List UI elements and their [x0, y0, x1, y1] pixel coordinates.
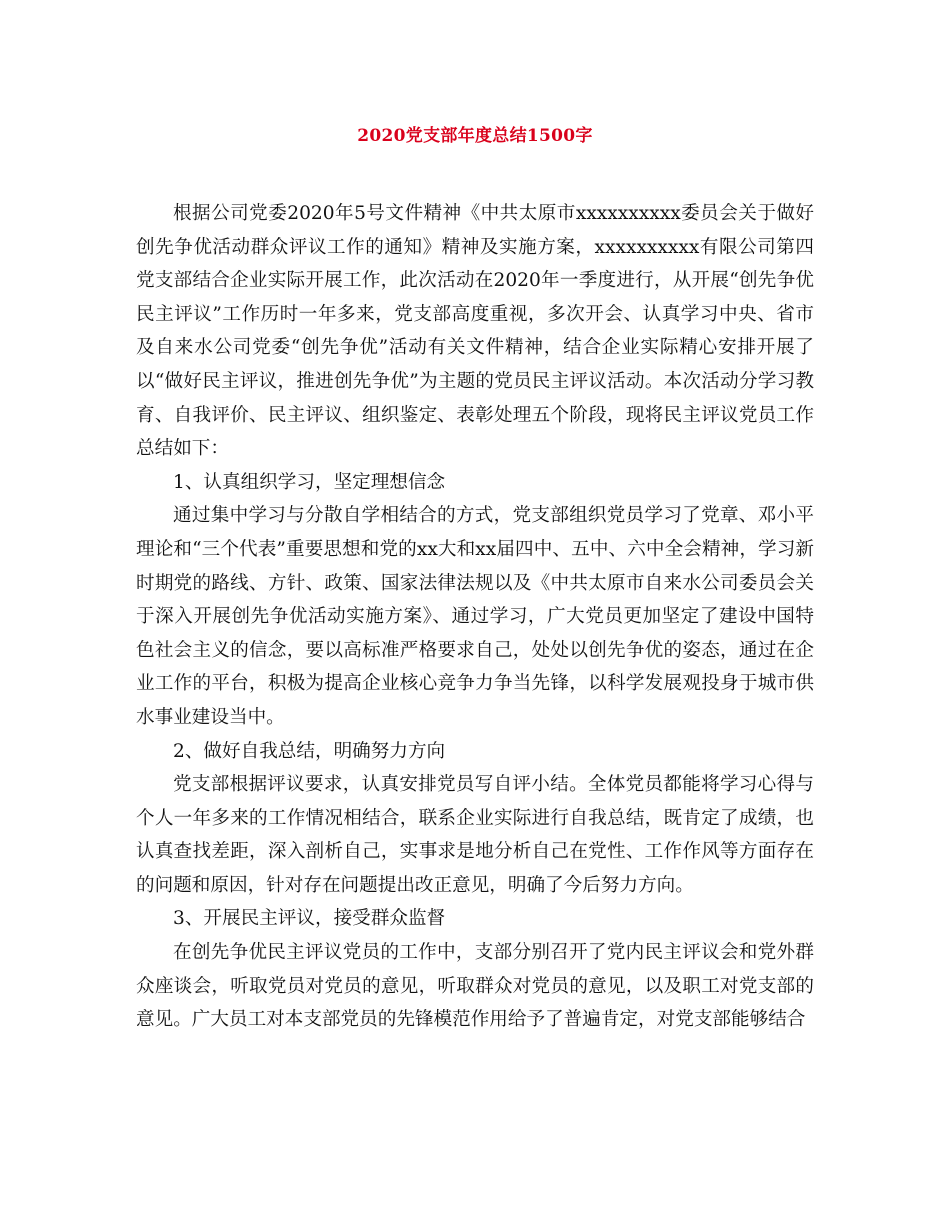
section-heading-3: 3、开展民主评议，接受群众监督: [173, 908, 446, 930]
section-heading-2: 2、做好自我总结，明确努力方向: [173, 740, 446, 762]
section-2-paragraph: 党支部根据评议要求，认真安排党员写自评小结。全体党员都能将学习心得与个人一年多来的工作情况相结合，联系企业实际进行自我总结，既肯定了成绩，也认真查找差距，深入剖析自己，实事求是地分析自己在党性、工作作风等方面存在的问题和原因，针对存在问题提出改正意见，明确了今后努力方向。: [136, 774, 814, 896]
section-3-paragraph: 在创先争优民主评议党员的工作中，支部分别召开了党内民主评议会和党外群众座谈会，听取党员对党员的意见，听取群众对党员的意见，以及职工对党支部的意见。广大员工对本支部党员的先锋模范作用给予了普遍肯定，对党支部能够结合: [136, 942, 814, 1031]
document-title: 2020党支部年度总结1500字: [357, 126, 593, 146]
section-heading-1: 1、认真组织学习，坚定理想信念: [173, 471, 446, 493]
section-1-paragraph: 通过集中学习与分散自学相结合的方式，党支部组织党员学习了党章、邓小平理论和“三个代表”重要思想和党的xx大和xx届四中、五中、六中全会精神，学习新时期党的路线、方针、政策、国家法律法规以及《中共太原市自来水公司委员会关于深入开展创先争优活动实施方案》、通过学习，广大党员更加坚定了建设中国特色社会主义的信念，要以高标准严格要求自己，处处以创先争优的姿态，通过在企业工作的平台，积极为提高企业核心竞争力争当先锋，以科学发展观投身于城市供水事业建设当中。: [136, 505, 814, 728]
intro-paragraph: 根据公司党委2020年5号文件精神《中共太原市xxxxxxxxxx委员会关于做好创先争优活动群众评议工作的通知》精神及实施方案，xxxxxxxxxx有限公司第四党支部结合企业实际开展工作，此次活动在2020年一季度进行，从开展“创先争优民主评议”工作历时一年多来，党支部高度重视，多次开会、认真学习中央、省市及自来水公司党委“创先争优”活动有关文件精神，结合企业实际精心安排开展了以“做好民主评议，推进创先争优”为主题的党员民主评议活动。本次活动分学习教育、自我评价、民主评议、组织鉴定、表彰处理五个阶段，现将民主评议党员工作总结如下：: [136, 203, 814, 460]
